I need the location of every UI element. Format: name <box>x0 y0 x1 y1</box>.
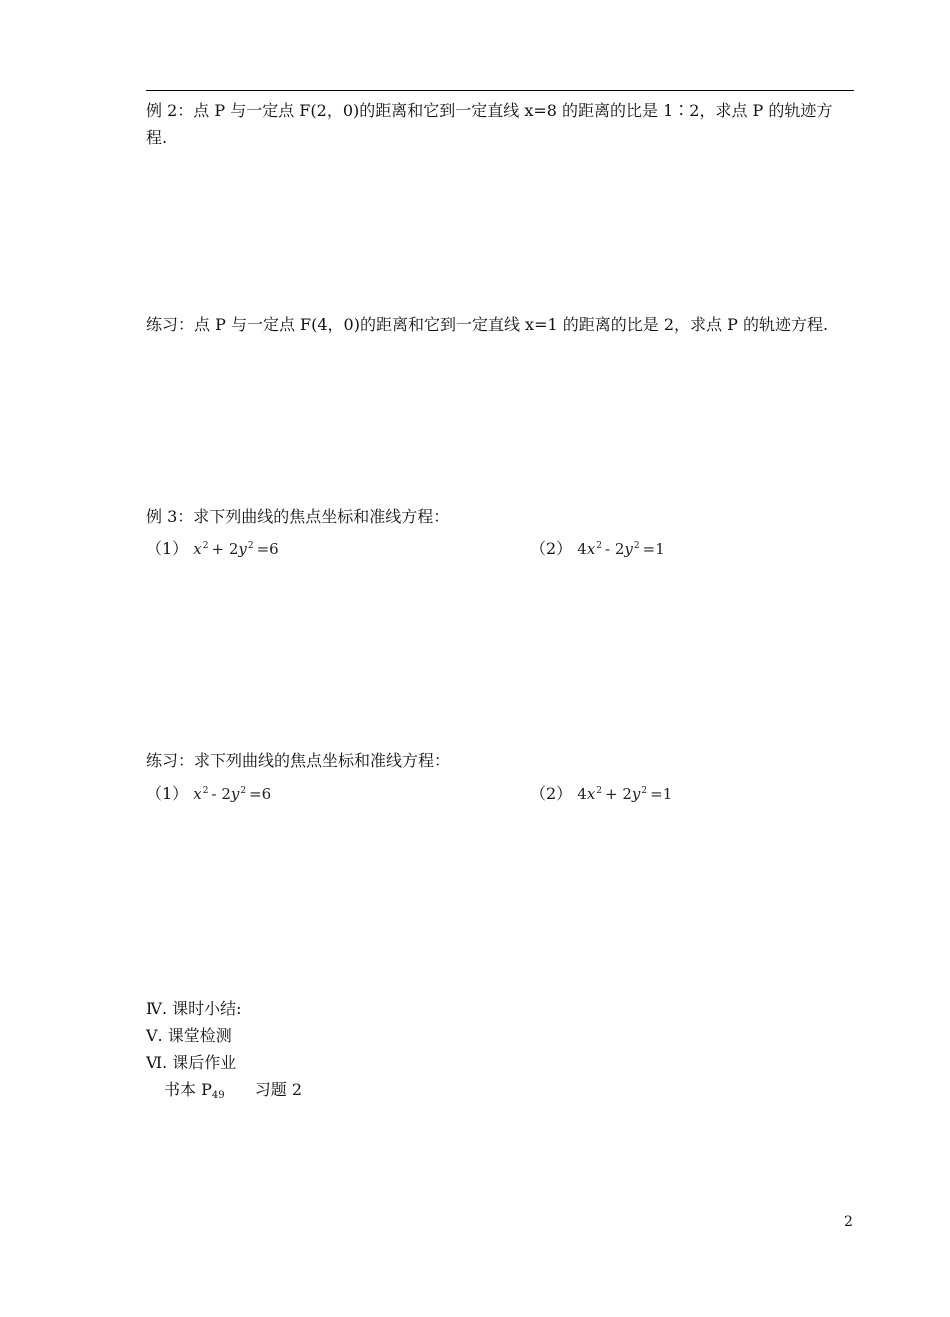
page-number: 2 <box>844 1214 853 1230</box>
practice-2-title: 练习：求下列曲线的焦点坐标和准线方程： <box>146 751 451 770</box>
example-3-title: 例 3：求下列曲线的焦点坐标和准线方程： <box>146 507 450 526</box>
practice-2-item-2 <box>530 780 672 805</box>
header-rule <box>146 90 854 91</box>
item-label: （2） <box>530 784 573 803</box>
section-4-summary: Ⅳ. 课时小结: <box>146 999 242 1018</box>
example-2-line-2: 程. <box>146 128 168 147</box>
section-5-check: Ⅴ. 课堂检测 <box>146 1026 232 1045</box>
item-label: （1） <box>146 539 189 558</box>
practice-2-item-1 <box>146 780 271 805</box>
example-3-item-2 <box>530 535 665 560</box>
item-label: （2） <box>530 539 573 558</box>
homework-detail: 书本 $P_{49}$ 习题 2 <box>164 1080 303 1101</box>
equation: $x^2 - 2y^2 =6$ <box>193 785 272 803</box>
equation: $4x^2 - 2y^2 =1$ <box>577 540 665 558</box>
page-subscript: 49 <box>211 1090 225 1101</box>
example-2-line-1: 例 2：点 P 与一定点 F(2，0)的距离和它到一定直线 x=8 的距离的比是 1∶2，求点 P 的轨迹方 <box>146 101 833 120</box>
practice-1: 练习：点 P 与一定点 F(4，0)的距离和它到一定直线 x=1 的距离的比是 2，求点 P 的轨迹方程. <box>146 315 829 334</box>
example-3-item-1 <box>146 535 279 560</box>
item-label: （1） <box>146 784 189 803</box>
equation: $x^2 + 2y^2 =6$ <box>193 540 279 558</box>
section-6-homework: Ⅵ. 课后作业 <box>146 1053 237 1072</box>
equation: $4x^2 + 2y^2 =1$ <box>577 785 673 803</box>
